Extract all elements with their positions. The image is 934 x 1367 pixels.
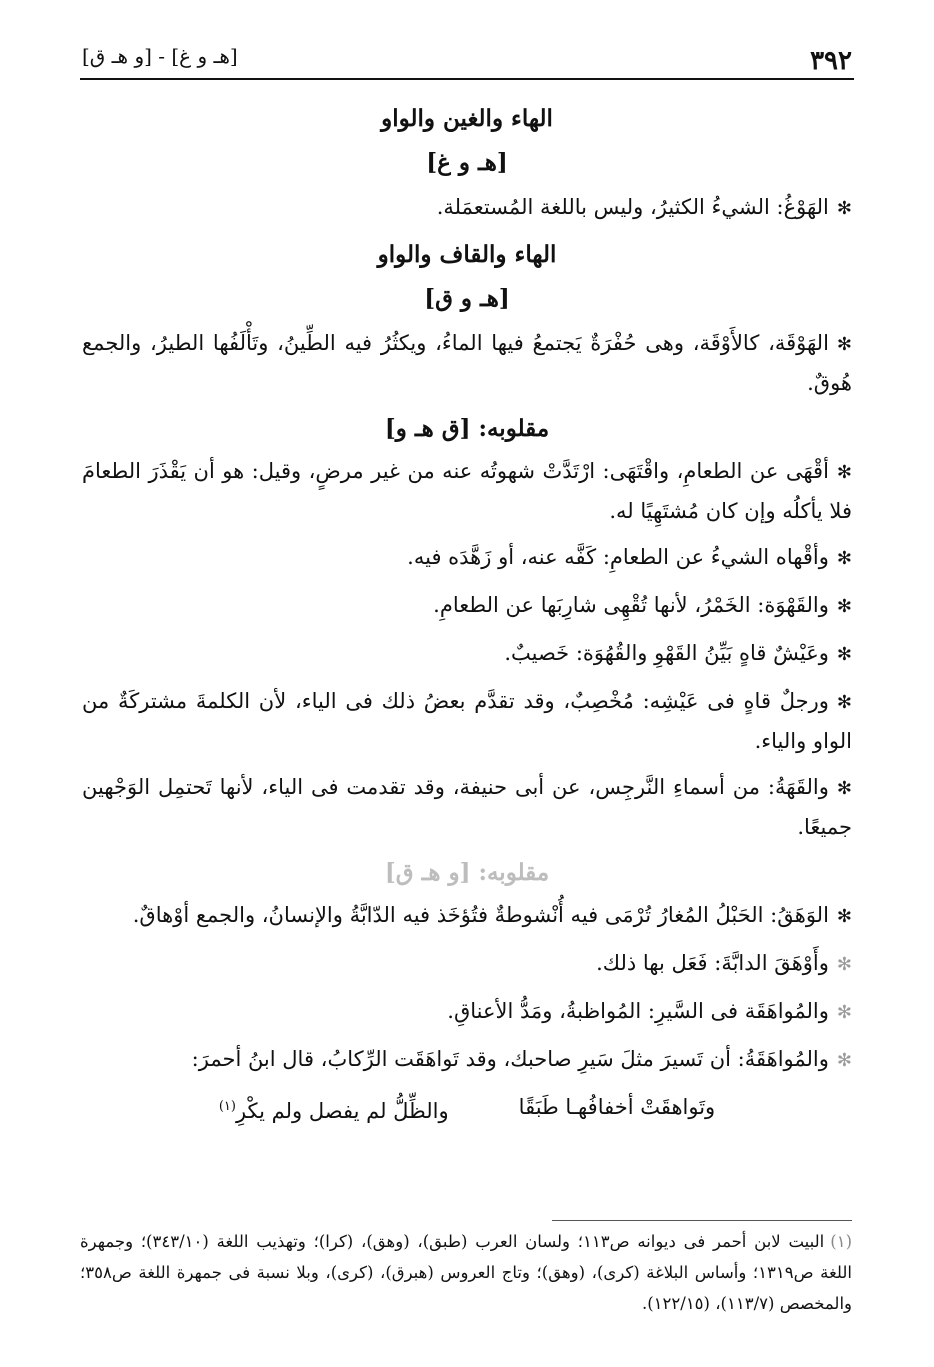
entry-text: والقَهَةُ: من أسماءِ النَّرجِس، عن أبى حنيفة، وقد تقدمت فى الياء، لأنها تَحتمِل الوَجْهين جميعًا. bbox=[82, 775, 852, 839]
entry-muwahaqa bbox=[82, 1040, 852, 1080]
entry-text: وعَيْشٌ قاهٍ بَيِّنُ القَهْوِ والقُهُوَة: خَصيبٌ. bbox=[504, 641, 829, 665]
asterisk-icon: ✻ bbox=[836, 954, 852, 975]
entry-text: والقَهْوَة: الخَمْرُ، لأنها تُقْهِى شارِبَها عن الطعامِ. bbox=[433, 593, 829, 617]
entry-aqhahu bbox=[82, 538, 852, 578]
asterisk-icon: ✻ bbox=[836, 644, 852, 665]
entry-awhaqa bbox=[82, 944, 852, 984]
entry-qaha bbox=[82, 768, 852, 846]
header-rule bbox=[80, 78, 854, 80]
entry-text: والمُواهَقَة فى السَّيرِ: المُواظبةُ، ومَدُّ الأعناقِ. bbox=[447, 999, 829, 1023]
entry-text: الوَهَقُ: الحَبْلُ المُغارُ تُرْمَى فيه أُنْشوطةٌ فتُؤخَذ فيه الدّابَّةُ والإنسانُ، والجمع أوْهاقٌ. bbox=[132, 903, 829, 927]
entry-muwahaqa-sayr bbox=[82, 992, 852, 1032]
asterisk-icon: ✻ bbox=[836, 1050, 852, 1071]
section-heading-maqlub-q-h-w: مقلوبه: [ق هـ و] bbox=[384, 415, 550, 442]
entry-hawqa bbox=[82, 324, 852, 402]
page-number: ٣٩٢ bbox=[810, 46, 852, 76]
asterisk-icon: ✻ bbox=[836, 548, 852, 569]
section-heading-ha-ghayn-waw: الهاء والغين والواو bbox=[381, 105, 553, 132]
asterisk-icon: ✻ bbox=[836, 906, 852, 927]
asterisk-icon: ✻ bbox=[836, 596, 852, 617]
entry-qahwa bbox=[82, 586, 852, 626]
entry-aqha bbox=[82, 452, 852, 530]
page-body bbox=[82, 96, 852, 1130]
footnote-text: البيت لابن أحمر فى ديوانه ص١١٣؛ ولسان العرب (طبق)، (وهق)، (كرا)؛ وتهذيب اللغة (٣٤٣/١٠)؛ وجمهرة اللغة ص١٣١٩؛ وأساس البلاغة (كرى)، (وهق)؛ وتاج العروس (هبرق)، (كرى)، وبلا نسبة فى جمهرة اللغة ص٣٥٨؛ والمخصص (١١٣/٧)، (١٢٢/١٥). bbox=[80, 1232, 852, 1313]
section-heading-ha-qaf-waw: الهاء والقاف والواو bbox=[377, 241, 557, 268]
root-heading-h-w-q: [هـ و ق] bbox=[424, 285, 510, 312]
entry-text: وأقْهاه الشيءُ عن الطعامِ: كَفَّه عنه، أو زَهَّدَه فيه. bbox=[407, 545, 829, 569]
entry-text: وأَوْهَقَ الدابَّةَ: فَعَل بها ذلك. bbox=[596, 951, 829, 975]
asterisk-icon: ✻ bbox=[836, 334, 852, 355]
footnote-reference: (١) bbox=[218, 1099, 236, 1114]
footnotes bbox=[80, 1226, 852, 1319]
entry-text: الهَوْقَة، كالأَوْقَة، وهى حُفْرَةٌ يَجتمعُ فيها الماءُ، ويكثُرُ فيه الطِّينُ، وتَأْلَفُها الطيرُ، والجمع هُوقٌ. bbox=[82, 331, 852, 395]
entry-hawgh bbox=[82, 188, 852, 228]
page-header bbox=[80, 40, 854, 80]
running-head: [هـ و غ] - [و هـ ق] bbox=[82, 44, 238, 68]
entry-rajulun-qahin bbox=[82, 682, 852, 760]
entry-ayshun-qahin bbox=[82, 634, 852, 674]
entry-text: ورجلٌ قاهٍ فى عَيْشِه: مُخْصِبٌ، وقد تقدَّم بعضُ ذلك فى الياء، لأن الكلمةَ مشتركَةٌ من الواو والياء. bbox=[82, 689, 852, 753]
verse-second-hemistich-wrap bbox=[219, 1088, 449, 1130]
asterisk-icon: ✻ bbox=[836, 198, 852, 219]
entry-wahaq bbox=[82, 896, 852, 936]
footnote-rule bbox=[552, 1220, 852, 1221]
verse-first-hemistich: وتَواهقَتْ أخفافُهـا طَبَقًا bbox=[518, 1095, 716, 1119]
poetry-verse bbox=[82, 1088, 852, 1130]
asterisk-icon: ✻ bbox=[836, 1002, 852, 1023]
asterisk-icon: ✻ bbox=[836, 692, 852, 713]
entry-text: والمُواهَقَةُ: أن تَسيرَ مثلَ سَيرِ صاحبك، وقد تَواهَقَت الرِّكابُ، قال ابنُ أحمرَ: bbox=[191, 1047, 829, 1071]
section-heading-maqlub-w-h-q: مقلوبه: [و هـ ق] bbox=[384, 859, 550, 886]
entry-text: الهَوْغُ: الشيءُ الكثيرُ، وليس باللغة المُستعمَلة. bbox=[436, 195, 829, 219]
verse-second-hemistich: والظِّلُّ لم يفصل ولم يكْرِ bbox=[235, 1099, 449, 1123]
asterisk-icon: ✻ bbox=[836, 778, 852, 799]
footnote-mark: (١) bbox=[830, 1232, 852, 1251]
asterisk-icon: ✻ bbox=[836, 462, 852, 483]
entry-text: أقْهَى عن الطعامِ، واقْتَهَى: ارْتَدَّتْ شهوتُه عنه من غير مرضٍ، وقيل: هو أن يَقْذَرَ الطعامَ فلا يأكلُه وإن كان مُشتَهِيًا له. bbox=[82, 459, 852, 523]
root-heading-h-w-gh: [هـ و غ] bbox=[426, 149, 508, 176]
